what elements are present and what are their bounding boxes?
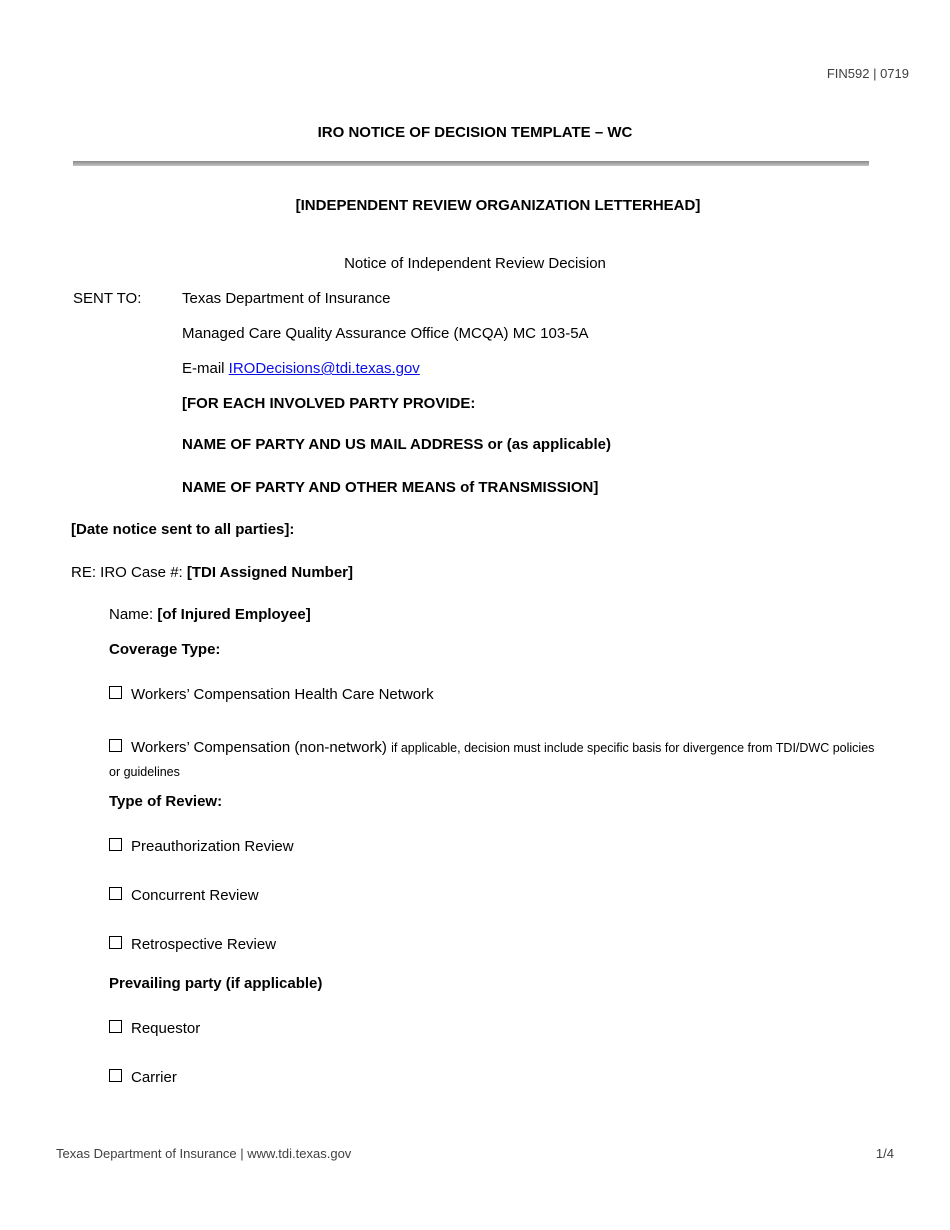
- employee-name-placeholder: [of Injured Employee]: [157, 606, 311, 623]
- requestor-checkbox[interactable]: [109, 1020, 122, 1033]
- retrospective-checkbox[interactable]: [109, 936, 122, 949]
- employee-name-line: [109, 606, 311, 623]
- document-title: IRO NOTICE OF DECISION TEMPLATE – WC: [317, 124, 633, 141]
- recipient-office: Managed Care Quality Assurance Office (MCQA) MC 103-5A: [182, 325, 589, 342]
- retrospective-option[interactable]: [109, 936, 276, 953]
- party-instruction-3: NAME OF PARTY AND OTHER MEANS of TRANSMISSION]: [182, 479, 599, 496]
- title-divider: [73, 161, 869, 166]
- retrospective-label: Retrospective Review: [131, 936, 277, 953]
- prevailing-party-heading: Prevailing party (if applicable): [109, 975, 323, 992]
- notice-heading: Notice of Independent Review Decision: [344, 255, 606, 272]
- employee-name-label: Name:: [109, 606, 158, 623]
- concurrent-checkbox[interactable]: [109, 887, 122, 900]
- requestor-option[interactable]: [109, 1020, 200, 1037]
- email-prefix: E-mail: [182, 360, 229, 377]
- preauth-label: Preauthorization Review: [131, 838, 294, 855]
- coverage-type-heading: Coverage Type:: [109, 641, 221, 658]
- coverage-network-option[interactable]: [109, 686, 434, 703]
- case-number-placeholder: [TDI Assigned Number]: [186, 564, 353, 581]
- email-line: [182, 360, 420, 377]
- preauth-option[interactable]: [109, 838, 294, 855]
- date-notice-placeholder: [Date notice sent to all parties]:: [71, 521, 295, 538]
- footer-organization: Texas Department of Insurance | www.tdi.texas.gov: [56, 1146, 352, 1161]
- review-type-heading: Type of Review:: [109, 793, 223, 810]
- form-code: FIN592 | 0719: [826, 66, 909, 81]
- non-network-checkbox[interactable]: [109, 739, 122, 752]
- page-number: 1/4: [875, 1146, 894, 1161]
- non-network-note: if applicable, decision must include specific basis for divergence from TDI/DWC policies or guidelines: [109, 741, 875, 779]
- carrier-label: Carrier: [131, 1069, 177, 1086]
- recipient-name: Texas Department of Insurance: [182, 290, 391, 307]
- carrier-option[interactable]: [109, 1069, 177, 1086]
- concurrent-option[interactable]: [109, 887, 259, 904]
- carrier-checkbox[interactable]: [109, 1069, 122, 1082]
- case-label: RE: IRO Case #:: [71, 564, 187, 581]
- concurrent-label: Concurrent Review: [131, 887, 259, 904]
- preauth-checkbox[interactable]: [109, 838, 122, 851]
- party-instruction-1: [FOR EACH INVOLVED PARTY PROVIDE:: [182, 395, 476, 412]
- network-label: Workers’ Compensation Health Care Network: [131, 686, 434, 703]
- party-instruction-2: NAME OF PARTY AND US MAIL ADDRESS or (as applicable): [182, 436, 611, 453]
- email-link[interactable]: IRODecisions@tdi.texas.gov: [228, 360, 420, 377]
- sent-to-label: SENT TO:: [73, 290, 142, 307]
- case-line: [71, 564, 353, 581]
- requestor-label: Requestor: [131, 1020, 201, 1037]
- non-network-label: Workers’ Compensation (non-network): [131, 739, 387, 756]
- coverage-non-network-option[interactable]: [109, 736, 879, 784]
- letterhead-placeholder: [INDEPENDENT REVIEW ORGANIZATION LETTERHEAD]: [295, 197, 701, 214]
- network-checkbox[interactable]: [109, 686, 122, 699]
